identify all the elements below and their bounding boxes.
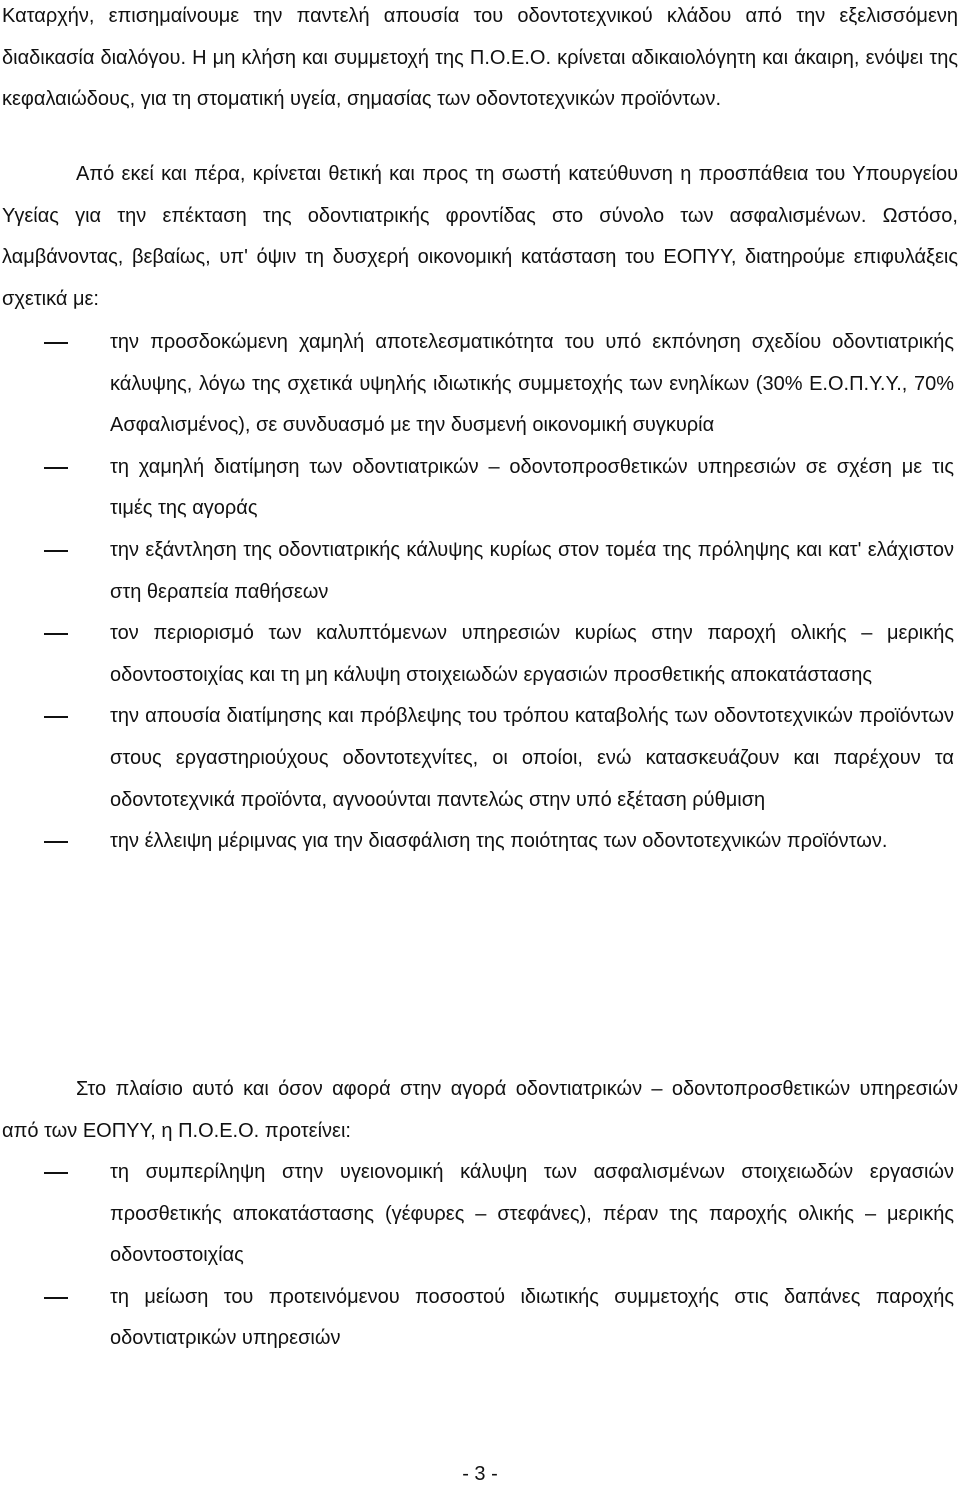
page-number: - 3 - bbox=[462, 1463, 498, 1485]
list-item-text: τη μείωση του προτεινόμενου ποσοστού ιδιωτικής συμμετοχής στις δαπάνες παροχής οδοντιατρικών υπηρεσιών bbox=[110, 1285, 954, 1350]
list-item-text: τη χαμηλή διατίμηση των οδοντιατρικών – οδοντοπροσθετικών υπηρεσιών σε σχέση με τις τιμές της αγοράς bbox=[110, 455, 954, 520]
list-item bbox=[2, 447, 958, 530]
dash-bullet-icon bbox=[44, 1172, 68, 1174]
list-item bbox=[2, 1152, 958, 1277]
dash-bullet-icon bbox=[44, 633, 68, 635]
proposals-list bbox=[2, 1152, 958, 1360]
list-item bbox=[2, 322, 958, 447]
list-item-text: την απουσία διατίμησης και πρόβλεψης του τρόπου καταβολής των οδοντοτεχνικών προϊόντων στους εργαστηριούχους οδοντοτεχνίτες, οι οποίοι, ενώ κατασκευάζουν και παρέχουν τα οδοντοτεχνικά προϊόντα, αγνοούνται παντελώς στην υπό εξέταση ρύθμιση bbox=[110, 705, 954, 811]
dash-bullet-icon bbox=[44, 550, 68, 552]
dash-bullet-icon bbox=[44, 1297, 68, 1299]
intro-paragraph: Καταρχήν, επισημαίνουμε την παντελή απουσία του οδοντοτεχνικού κλάδου από την εξελισσόμενη διαδικασία διαλόγου. Η μη κλήση και συμμετοχή της Π.Ο.Ε.Ο. κρίνεται αδικαιολόγητη και άκαιρη, ενόψει της κεφαλαιώδους, για τη στοματική υγεία, σημασίας των οδοντοτεχνικών προϊόντων. bbox=[2, 5, 958, 111]
dash-bullet-icon bbox=[44, 841, 68, 843]
list-item bbox=[2, 1277, 958, 1360]
dash-bullet-icon bbox=[44, 342, 68, 344]
list-item-text: την έλλειψη μέριμνας για την διασφάλιση της ποιότητας των οδοντοτεχνικών προϊόντων. bbox=[110, 830, 888, 853]
list-item-text: τον περιορισμό των καλυπτόμενων υπηρεσιών κυρίως στην παροχή ολικής – μερικής οδοντοστοιχίας και τη μη κάλυψη στοιχειωδών εργασιών προσθετικής αποκατάστασης bbox=[110, 622, 954, 686]
list-item bbox=[2, 821, 958, 863]
list-item-text: την εξάντληση της οδοντιατρικής κάλυψης κυρίως στον τομέα της πρόληψης και κατ' ελάχιστον στη θεραπεία παθήσεων bbox=[110, 538, 954, 603]
list-item-text: τη συμπερίληψη στην υγειονομική κάλυψη των ασφαλισμένων στοιχειωδών εργασιών προσθετικής αποκατάστασης (γέφυρες – στεφάνες), πέραν της παροχής ολικής – μερικής οδοντοστοιχίας bbox=[110, 1161, 954, 1267]
dash-bullet-icon bbox=[44, 467, 68, 469]
dash-bullet-icon bbox=[44, 716, 68, 718]
list-item-text: την προσδοκώμενη χαμηλή αποτελεσματικότητα του υπό εκπόνηση σχεδίου οδοντιατρικής κάλυψης, λόγω της σχετικά υψηλής ιδιωτικής συμμετοχής των ενηλίκων (30% Ε.Ο.Π.Υ.Υ., 70% Ασφαλισμένος), σε συνδυασμό με την δυσμενή οικονομική συγκυρία bbox=[110, 331, 954, 437]
proposal-paragraph: Στο πλαίσιο αυτό και όσον αφορά στην αγορά οδοντιατρικών – οδοντοπροσθετικών υπηρεσιών από των ΕΟΠΥΥ, η Π.Ο.Ε.Ο. προτείνει: bbox=[2, 1078, 958, 1142]
reservations-list bbox=[2, 322, 958, 863]
list-item bbox=[2, 613, 958, 696]
assessment-paragraph: Από εκεί και πέρα, κρίνεται θετική και προς τη σωστή κατεύθυνση η προσπάθεια του Υπουργείου Υγείας για την επέκταση της οδοντιατρικής φροντίδας στο σύνολο των ασφαλισμένων. Ωστόσο, λαμβάνοντας, βεβαίως, υπ' όψιν τη δυσχερή οικονομική κατάσταση του ΕΟΠΥΥ, διατηρούμε επιφυλάξεις σχετικά με: bbox=[2, 163, 958, 310]
list-item bbox=[2, 696, 958, 821]
list-item bbox=[2, 530, 958, 613]
